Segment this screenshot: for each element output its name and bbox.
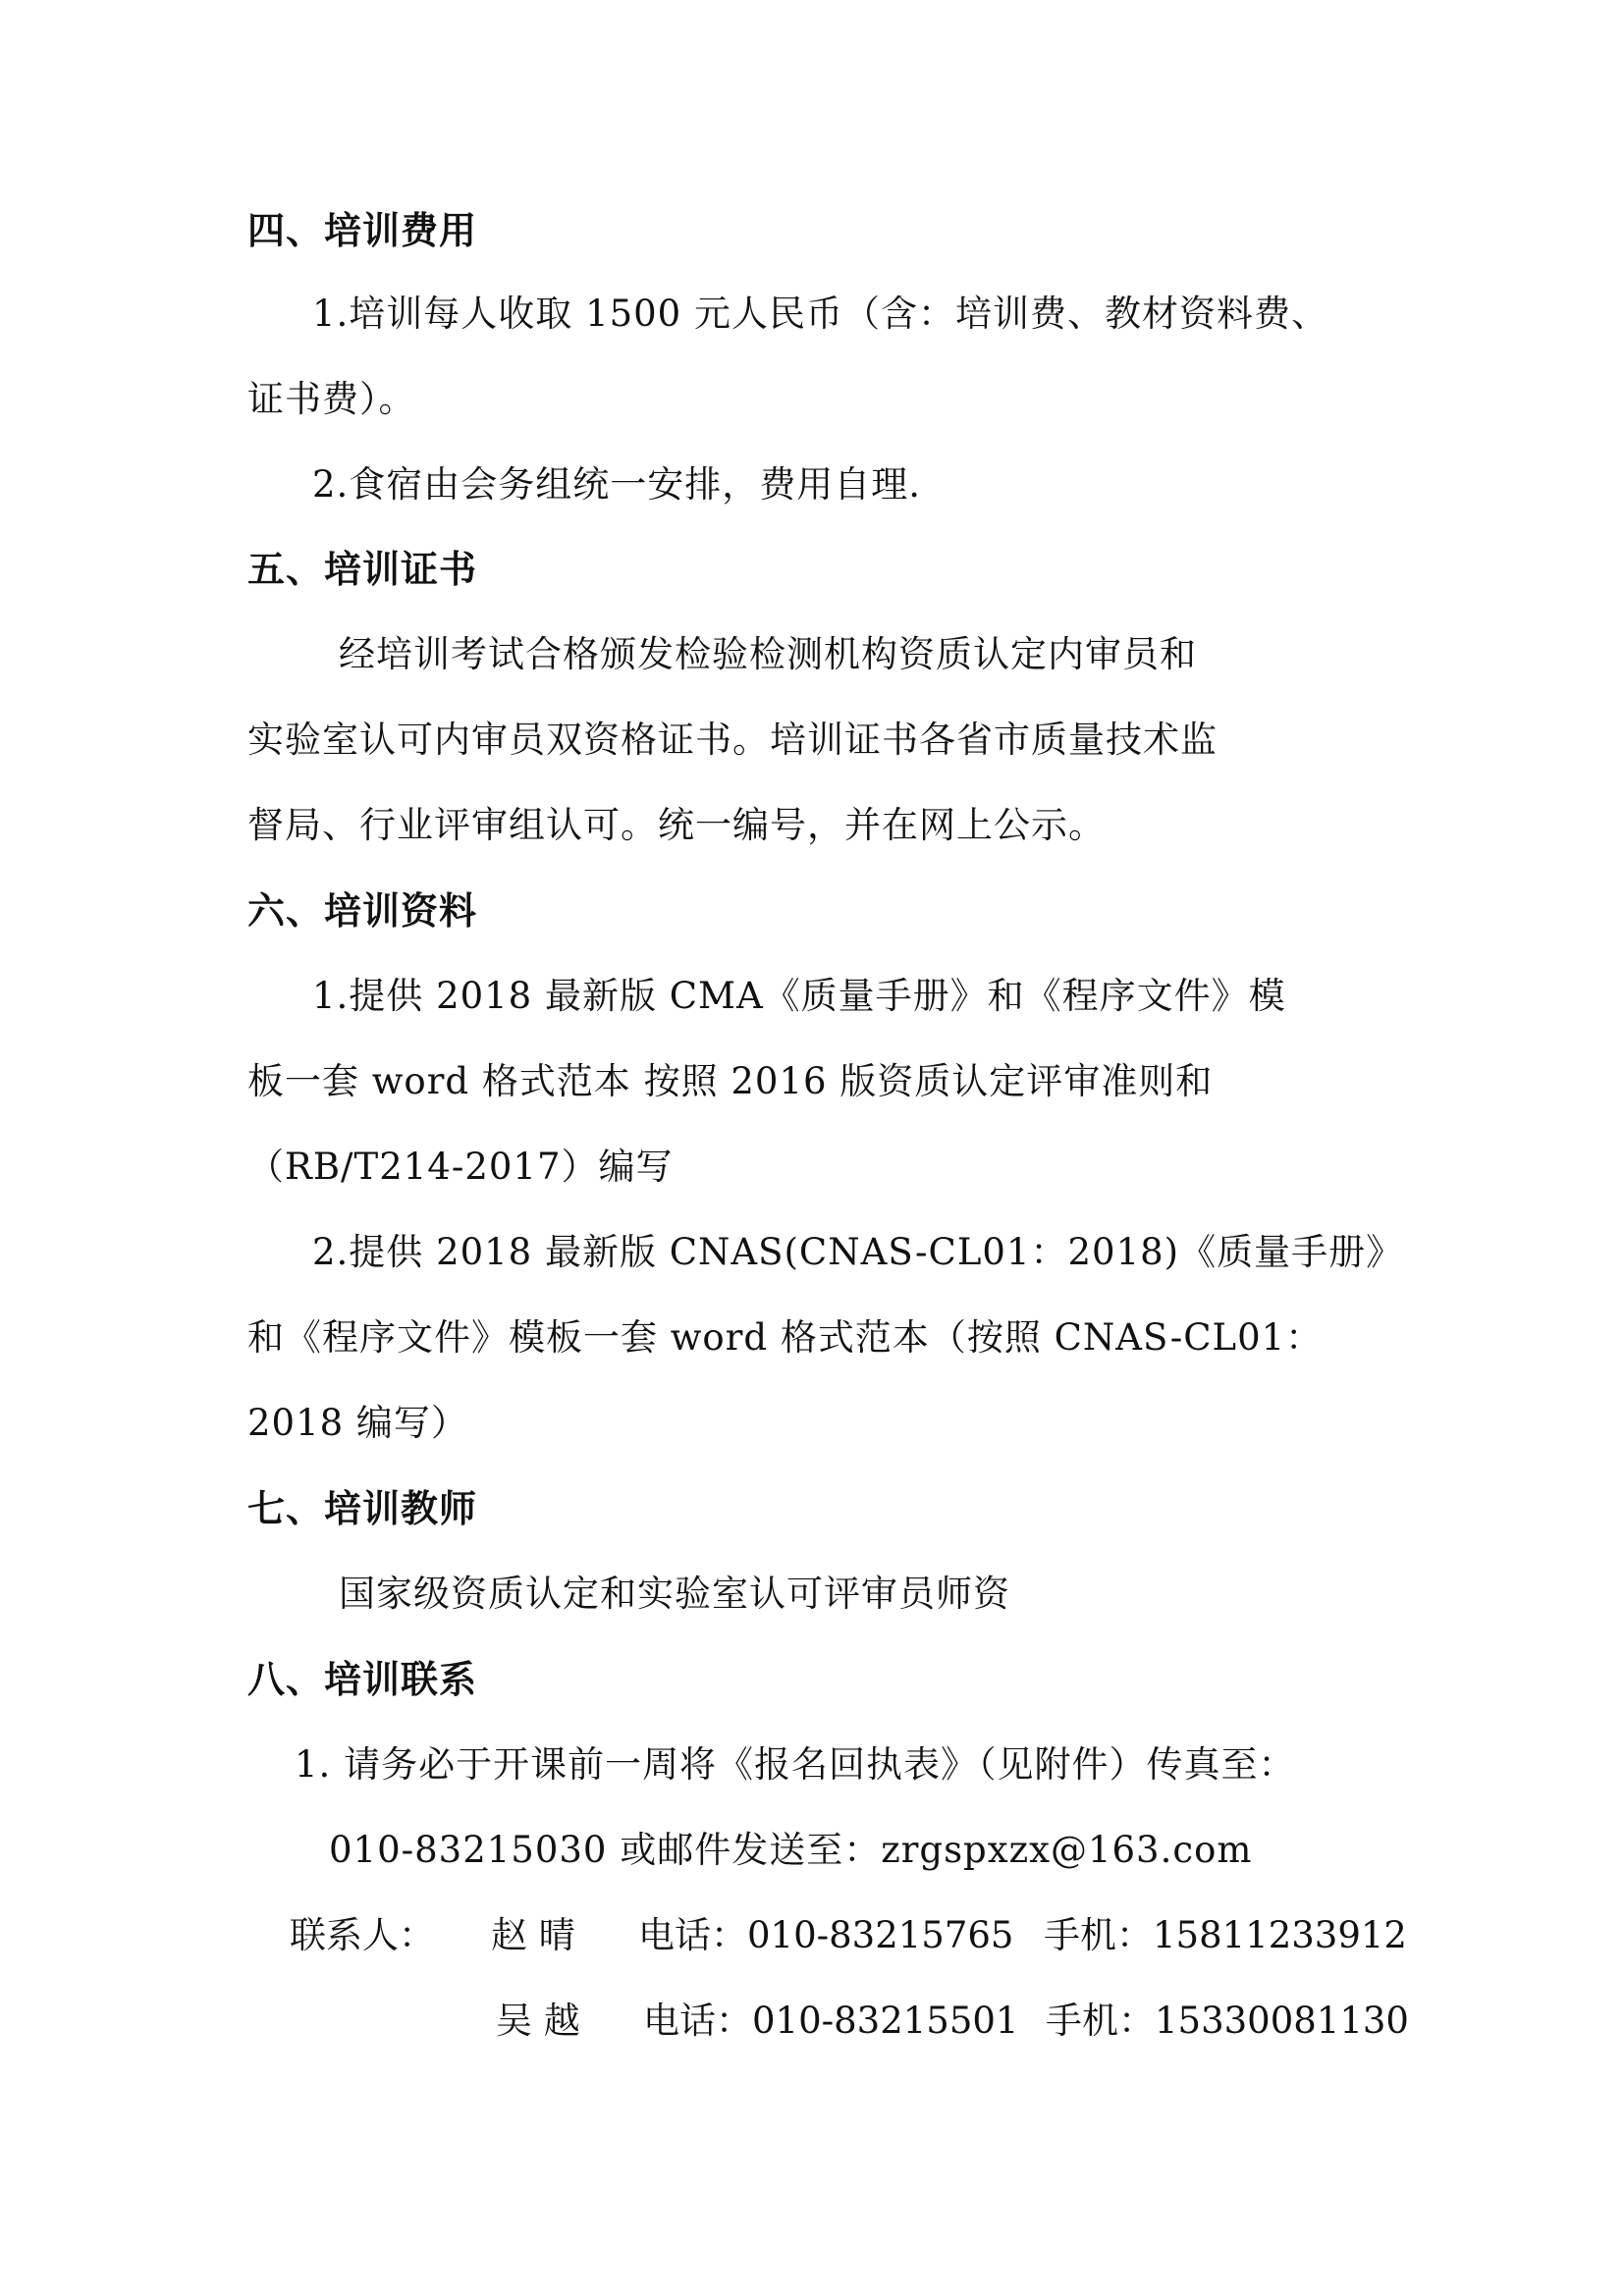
materials-item-1-line-2: 板一套 word 格式范本 按照 2016 版资质认定评审准则和: [247, 1060, 1214, 1102]
section-heading-contact: 八、培训联系: [247, 1658, 478, 1701]
materials-item-2-line-3: 2018 编写）: [247, 1402, 468, 1444]
materials-item-1-line-3: （RB/T214-2017）编写: [247, 1146, 674, 1188]
contact-item-1-line-2: 010-83215030 或邮件发送至：zrgspxzx@163.com: [329, 1829, 1253, 1871]
contact-mobile: 手机：15811233912: [1044, 1914, 1407, 1956]
teachers-line-1: 国家级资质认定和实验室认可评审员师资: [339, 1573, 1010, 1615]
certificate-line-3: 督局、行业评审组认可。统一编号，并在网上公示。: [247, 804, 1106, 846]
materials-item-1-line-1: 1.提供 2018 最新版 CMA《质量手册》和《程序文件》模: [312, 975, 1286, 1017]
contact-mobile: 手机：15330081130: [1046, 2000, 1409, 2042]
fees-item-1-line-1: 1.培训每人收取 1500 元人民币（含：培训费、教材资料费、: [312, 293, 1328, 335]
contact-phone: 电话：010-83215501: [643, 2000, 1019, 2042]
contact-row: [0, 2000, 1624, 2043]
section-heading-teachers: 七、培训教师: [247, 1487, 478, 1530]
section-heading-fees: 四、培训费用: [247, 209, 478, 252]
certificate-line-2: 实验室认可内审员双资格证书。培训证书各省市质量技术监: [247, 719, 1218, 761]
fees-item-1-line-2: 证书费）。: [247, 378, 416, 420]
section-heading-certificate: 五、培训证书: [247, 548, 478, 591]
contacts-label: 联系人：: [290, 1914, 435, 1956]
materials-item-2-line-1: 2.提供 2018 最新版 CNAS(CNAS-CL01：2018)《质量手册》: [312, 1231, 1404, 1273]
contact-name: 赵 晴: [491, 1914, 575, 1956]
contact-item-1-line-1: 1. 请务必于开课前一周将《报名回执表》（见附件）传真至：: [295, 1743, 1296, 1786]
certificate-line-1: 经培训考试合格颁发检验检测机构资质认定内审员和: [339, 633, 1197, 675]
contact-row: [0, 1914, 1624, 1957]
materials-item-2-line-2: 和《程序文件》模板一套 word 格式范本（按照 CNAS-CL01：: [247, 1316, 1324, 1359]
section-heading-materials: 六、培训资料: [247, 889, 478, 933]
contact-phone: 电话：010-83215765: [638, 1914, 1014, 1956]
contact-name: 吴 越: [496, 2000, 580, 2042]
fees-item-2: 2.食宿由会务组统一安排，费用自理.: [312, 463, 922, 506]
